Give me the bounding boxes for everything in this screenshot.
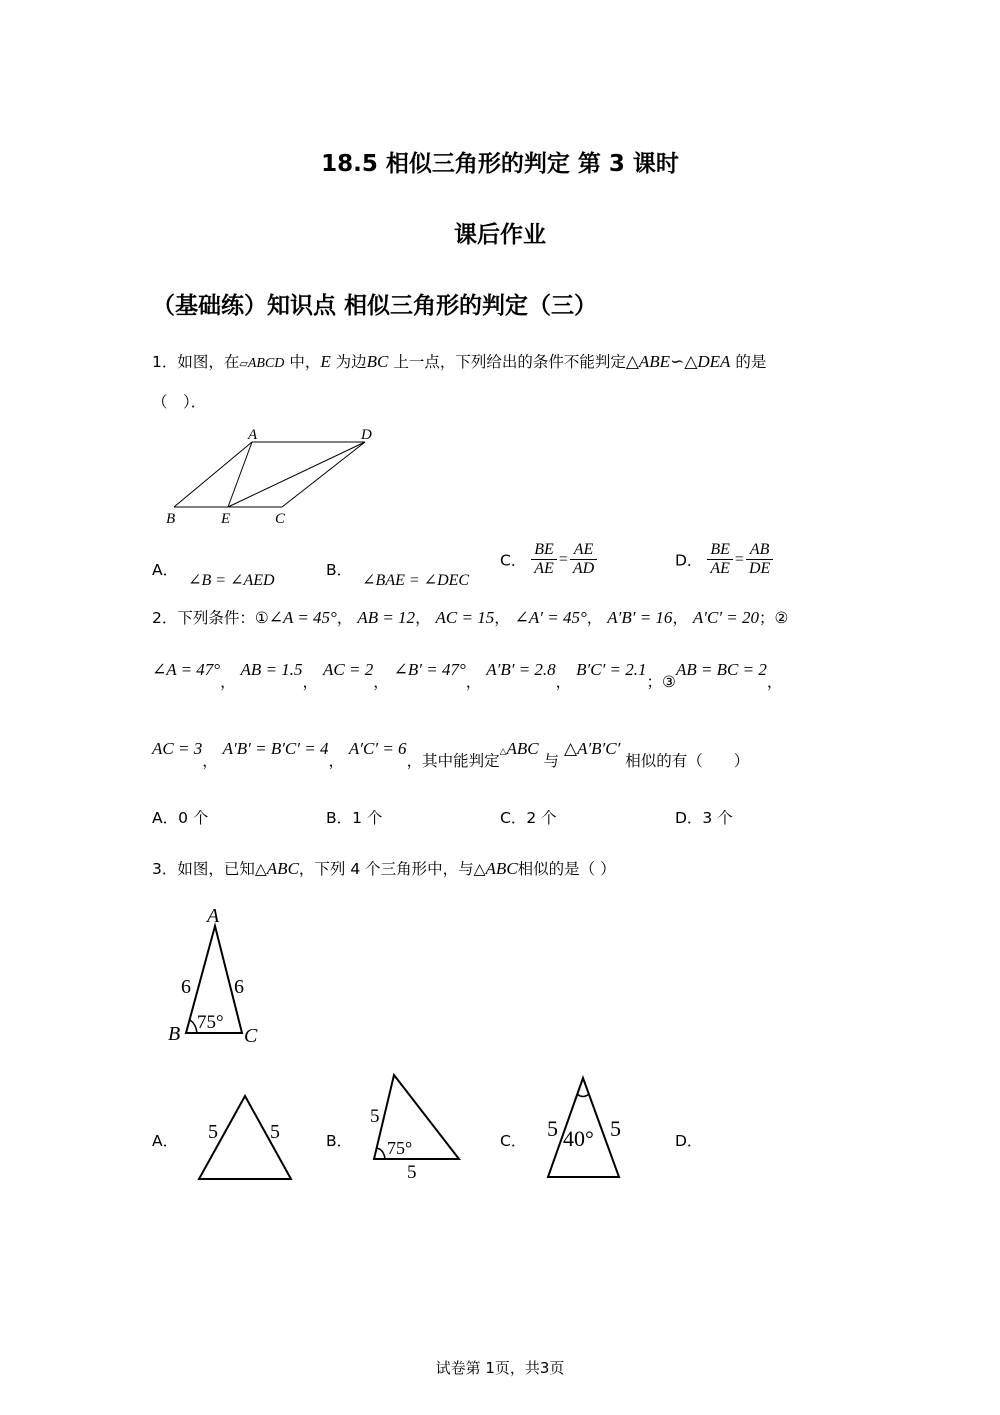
svg-text:75°: 75° <box>387 1138 413 1158</box>
svg-text:5: 5 <box>547 1116 558 1141</box>
vertex-e-label: E <box>221 511 231 527</box>
page-footer: 试卷第 1页，共3页 <box>435 1359 565 1377</box>
question-2-line-3: AC = 3， A′B′ = B′C′ = 4， A′C′ = 6，其中能判定△ABC 与 △A′B′C′ 相似的有（ ） <box>152 739 750 770</box>
svg-text:5: 5 <box>407 1162 417 1183</box>
svg-text:5: 5 <box>370 1106 380 1127</box>
vertex-a-label: A <box>248 427 258 443</box>
question-3-figure-abc <box>160 900 270 1050</box>
q3-option-a-figure[interactable] <box>190 1090 300 1185</box>
question-1-paren: （ ）． <box>152 393 207 411</box>
vertex-b-label: B <box>166 511 176 527</box>
question-1-text: 1．如图，在▱ABCD 中，E 为边BC 上一点，下列给出的条件不能判定△ABE∽△DEA 的是 <box>152 352 767 371</box>
vertex-c-label: C <box>275 511 286 527</box>
q3-option-c-figure[interactable] <box>540 1073 630 1183</box>
question-2-line-1: 2．下列条件：①∠A = 45°， AB = 12， AC = 15， ∠A′ = 45°， A′B′ = 16， A′C′ = 20；② <box>152 608 789 627</box>
figure-angle-b: 75° <box>197 1012 224 1033</box>
figure-vertex-c: C <box>244 1025 258 1047</box>
section-heading: （基础练）知识点 相似三角形的判定（三） <box>152 293 598 319</box>
question-3-text: 3．如图，已知△ABC，下列 4 个三角形中，与△ABC相似的是（ ） <box>152 859 616 878</box>
q2-option-a[interactable]: A．0 个 <box>152 809 209 827</box>
page-subtitle: 课后作业 <box>454 222 546 248</box>
figure-side-ac: 6 <box>234 976 244 998</box>
figure-side-ab: 6 <box>181 976 191 998</box>
q3-option-b[interactable]: B． <box>326 1132 353 1150</box>
q1-option-d[interactable]: D． $\frac{BE}{AE}$ = $\frac{AB}{DE}$ <box>675 541 773 578</box>
q1-option-a[interactable]: A．∠B = ∠AED <box>152 561 275 589</box>
q2-option-b[interactable]: B．1 个 <box>326 809 383 827</box>
figure-vertex-a: A <box>207 905 220 927</box>
page-title: 18.5 相似三角形的判定 第 3 课时 <box>321 151 679 177</box>
q3-option-a[interactable]: A． <box>152 1132 179 1150</box>
svg-text:5: 5 <box>610 1116 621 1141</box>
q3-option-c[interactable]: C． <box>500 1132 527 1150</box>
svg-text:5: 5 <box>208 1121 218 1143</box>
svg-text:40°: 40° <box>563 1126 594 1151</box>
q2-option-c[interactable]: C．2 个 <box>500 809 557 827</box>
q1-option-c[interactable]: C． $\frac{BE}{AE}$ = $\frac{AE}{AD}$ <box>500 541 597 578</box>
svg-text:5: 5 <box>270 1121 280 1143</box>
question-1-figure <box>160 423 390 528</box>
q3-option-b-figure[interactable] <box>365 1070 465 1185</box>
q3-option-d[interactable]: D． <box>675 1132 703 1150</box>
q1-option-b[interactable]: B．∠BAE = ∠DEC <box>326 561 470 589</box>
figure-vertex-b: B <box>168 1023 181 1045</box>
question-2-line-2: ∠A = 47°， AB = 1.5， AC = 2， ∠B′ = 47°， A′B′ = 2.8， B′C′ = 2.1；③AB = BC = 2， <box>152 660 783 691</box>
vertex-d-label: D <box>361 427 372 443</box>
q2-option-d[interactable]: D．3 个 <box>675 809 733 827</box>
